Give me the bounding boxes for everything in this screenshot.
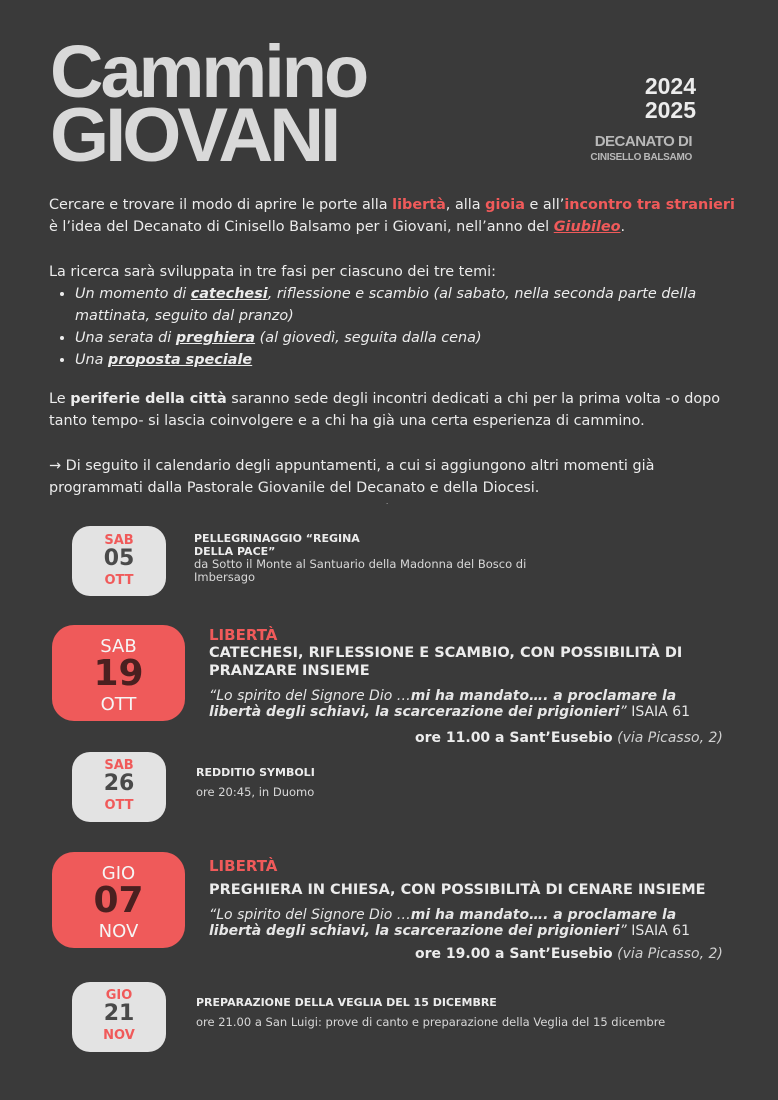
event-location: ore 11.00 a Sant’Eusebio (via Picasso, 2) (415, 730, 723, 746)
theme-tag: LIBERTÀ (209, 857, 278, 875)
day-number: 26 (103, 771, 135, 796)
highlight-gioia: gioia (485, 197, 525, 213)
day-number: 07 (93, 880, 144, 921)
month: NOV (103, 1028, 135, 1043)
highlight-liberta: libertà (392, 197, 446, 213)
day-of-week: SAB (100, 636, 137, 657)
event-title: CATECHESI, RIFLESSIONE E SCAMBIO, CON POSSIBILITÀ DI PRANZARE INSIEME (209, 645, 683, 679)
event-title: REDDITIO SYMBOLI (196, 766, 315, 779)
event-subtitle: ore 21.00 a San Luigi: prove di canto e preparazione della Veglia del 15 dicembre (196, 1015, 666, 1029)
giubileo-link[interactable]: Giubileo (553, 219, 621, 235)
text: e all’ (524, 197, 565, 213)
highlight-incontro: incontro tra stranieri (564, 197, 735, 213)
text: , alla (445, 197, 486, 213)
intro-paragraph-1 (49, 194, 739, 238)
date-pill (72, 982, 166, 1052)
event-item (194, 532, 554, 584)
event-quote: “Lo spirito del Signore Dio …mi ha mandato…. a proclamare la libertà degli schiavi, la scarcerazione dei prigionieri” ISAIA 61 (209, 688, 691, 720)
decanato-line-2: CINISELLO BALSAMO (590, 152, 692, 163)
event-subtitle: da Sotto il Monte al Santuario della Madonna del Bosco di Imbersago (194, 557, 527, 584)
list-item: • Una proposta speciale (75, 349, 739, 371)
event-location: ore 19.00 a Sant’Eusebio (via Picasso, 2) (415, 946, 723, 962)
theme-tag: LIBERTÀ (209, 626, 278, 644)
event-item (196, 766, 556, 799)
title-line-2: GIOVANI (50, 93, 338, 178)
date-pill-highlight (52, 625, 185, 721)
quote-reference: ISAIA 61 (631, 704, 691, 720)
title-line-1: Cammino (50, 30, 367, 113)
event-item (209, 857, 709, 939)
phases-list (49, 283, 739, 371)
event-title: PREGHIERA IN CHIESA, CON POSSIBILITÀ DI CENARE INSIEME (209, 882, 706, 898)
year-end: 2025 (644, 97, 696, 123)
day-of-week: SAB (104, 533, 134, 548)
decanato-label (590, 133, 692, 163)
separator-dot: . (386, 497, 389, 506)
month: NOV (98, 921, 139, 942)
date-pill-highlight (52, 852, 185, 948)
periferie-bold: periferie della città (70, 391, 227, 407)
day-of-week: GIO (105, 988, 133, 1003)
intro-paragraph-4: → Di seguito il calendario degli appuntamenti, a cui si aggiungono altri momenti già programmati dalla Pastorale Giovanile del Decanato e della Diocesi. (49, 458, 655, 496)
year-start: 2024 (644, 73, 696, 99)
month: OTT (104, 573, 134, 588)
text: Cercare e trovare il modo di aprire le porte alla (49, 197, 393, 213)
event-title: PELLEGRINAGGIO “REGINA DELLA PACE” (194, 532, 360, 558)
month: OTT (104, 798, 134, 813)
intro-paragraph-3: Le periferie della città saranno sede degli incontri dedicati a chi per la prima volta -o dopo tanto tempo- si lascia coinvolgere e a chi ha già una certa esperienza di cammino. (49, 391, 721, 429)
event-quote: “Lo spirito del Signore Dio …mi ha mandato…. a proclamare la libertà degli schiavi, la scarcerazione dei prigionieri” ISAIA 61 (209, 907, 691, 939)
phases-intro: La ricerca sarà sviluppata in tre fasi per ciascuno dei tre temi: (49, 264, 497, 280)
event-title: PREPARAZIONE DELLA VEGLIA DEL 15 DICEMBRE (196, 996, 497, 1009)
intro-paragraph-2 (49, 261, 739, 371)
day-of-week: GIO (101, 863, 136, 884)
event-subtitle: ore 20:45, in Duomo (196, 785, 315, 799)
decanato-line-1: DECANATO DI (594, 133, 692, 150)
date-pill (72, 526, 166, 596)
list-item: • Un momento di catechesi, riflessione e scambio (al sabato, nella seconda parte della mattinata, seguito dal pranzo) (75, 283, 739, 327)
event-item (196, 996, 736, 1029)
day-number: 05 (103, 546, 135, 571)
quote-reference: ISAIA 61 (631, 923, 691, 939)
text: . (620, 219, 626, 235)
month: OTT (100, 694, 137, 715)
proposta-speciale-link[interactable]: proposta speciale (108, 352, 253, 368)
day-of-week: SAB (104, 758, 134, 773)
day-number: 21 (103, 1001, 135, 1026)
list-item: • Una serata di preghiera (al giovedì, seguita dalla cena) (75, 327, 739, 349)
catechesi-link[interactable]: catechesi (190, 286, 268, 302)
day-number: 19 (93, 653, 144, 694)
date-pill (72, 752, 166, 822)
preghiera-link[interactable]: preghiera (175, 330, 256, 346)
page-title (50, 30, 367, 178)
text: è l’idea del Decanato di Cinisello Balsamo per i Giovani, nell’anno del (49, 219, 554, 235)
event-item (209, 626, 709, 720)
years (645, 74, 696, 122)
